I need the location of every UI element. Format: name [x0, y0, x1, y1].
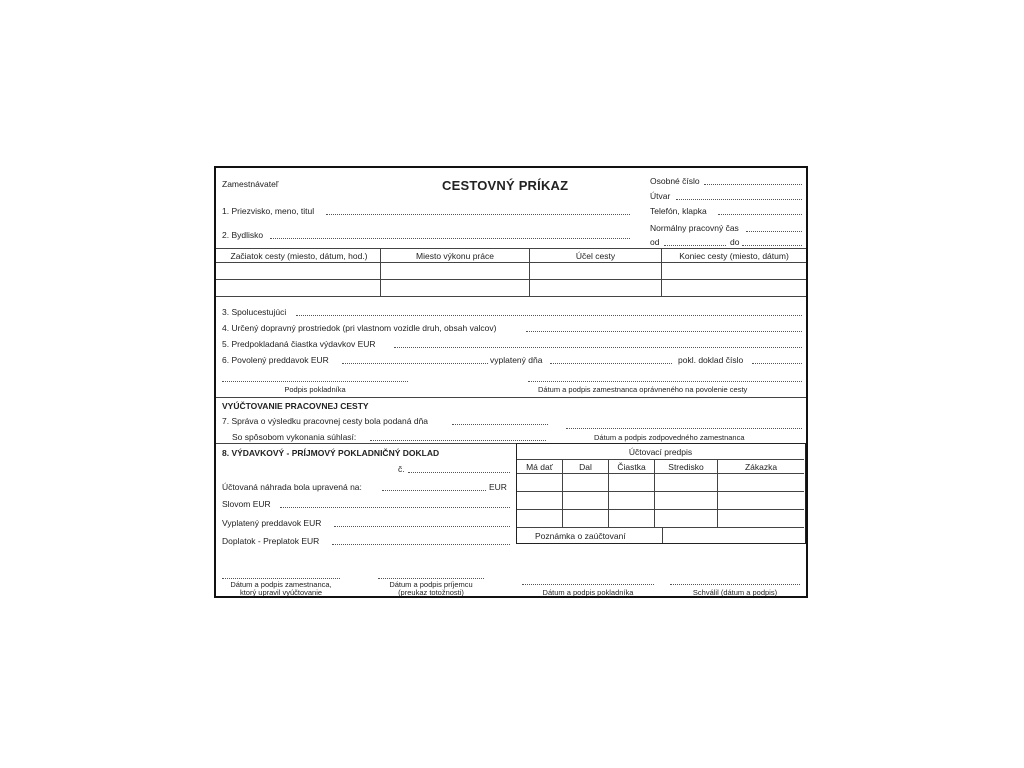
cashier-signature-line[interactable] — [222, 381, 408, 382]
responsible-signature-label: Dátum a podpis zodpovedného zamestnanca — [594, 433, 745, 442]
agree-label: So spôsobom vykonania súhlasí: — [232, 432, 357, 442]
footer-sig4-line[interactable] — [670, 584, 800, 585]
transport-label: 4. Určený dopravný prostriedok (pri vlastnom vozidle druh, obsah valcov) — [222, 323, 497, 333]
words-label: Slovom EUR — [222, 499, 271, 509]
name-label: 1. Priezvisko, meno, titul — [222, 206, 315, 216]
companions-field[interactable] — [296, 315, 802, 316]
to-field[interactable] — [742, 245, 802, 246]
address-field[interactable] — [270, 238, 630, 239]
footer-sig3-label: Dátum a podpis pokladníka — [542, 588, 634, 597]
transport-field[interactable] — [526, 331, 802, 332]
personal-no-field[interactable] — [704, 184, 802, 185]
cashier-signature-label: Podpis pokladníka — [284, 385, 346, 394]
divider — [216, 262, 806, 263]
paid-adv-label: Vyplatený preddavok EUR — [222, 518, 322, 528]
paid-adv-field[interactable] — [334, 526, 510, 527]
advance-label: 6. Povolený preddavok EUR — [222, 355, 329, 365]
settlement-heading: VYÚČTOVANIE PRACOVNEJ CESTY — [222, 401, 369, 411]
estimated-label: 5. Predpokladaná čiastka výdavkov EUR — [222, 339, 376, 349]
accounting-box — [516, 443, 806, 544]
divider — [216, 279, 806, 280]
address-label: 2. Bydlisko — [222, 230, 264, 240]
credit-header: Dal — [579, 462, 592, 472]
normal-time-label: Normálny pracovný čas — [650, 223, 739, 233]
advance-field[interactable] — [342, 363, 488, 364]
divider — [216, 296, 806, 297]
companions-label: 3. Spolucestujúci — [222, 307, 287, 317]
cash-doc-heading: 8. VÝDAVKOVÝ - PRÍJMOVÝ POKLADNIČNÝ DOKLAD — [222, 448, 440, 458]
divider — [662, 527, 663, 543]
doc-no-field[interactable] — [752, 363, 802, 364]
divider — [216, 248, 806, 249]
trip-start-header: Začiatok cesty (miesto, dátum, hod.) — [230, 251, 368, 261]
footer-sig2-label: Dátum a podpis príjemcu (preukaz totožnosti) — [389, 580, 473, 597]
surcharge-field[interactable] — [332, 544, 510, 545]
purpose-header: Účel cesty — [575, 251, 616, 261]
phone-field[interactable] — [718, 214, 802, 215]
cash-doc-no-field[interactable] — [408, 472, 510, 473]
footer-sig4-label: Schválil (dátum a podpis) — [692, 588, 778, 597]
surcharge-label: Doplatok - Preplatok EUR — [222, 536, 320, 546]
order-header: Zákazka — [744, 462, 778, 472]
auth-signature-line[interactable] — [528, 381, 802, 382]
unit-label: Útvar — [650, 191, 671, 201]
name-field[interactable] — [326, 214, 630, 215]
auth-signature-label: Dátum a podpis zamestnanca oprávneného na povolenie cesty — [538, 385, 748, 394]
debit-header: Má dať — [526, 462, 553, 472]
footer-sig3-line[interactable] — [522, 584, 654, 585]
footer-sig1-line[interactable] — [222, 578, 340, 579]
doc-no-label: pokl. doklad číslo — [678, 355, 744, 365]
accounting-note-label: Poznámka o zaúčtovaní — [535, 531, 626, 541]
unit-field[interactable] — [676, 199, 802, 200]
from-label: od — [650, 237, 660, 247]
divider — [517, 459, 804, 460]
reimb-label: Účtovaná náhrada bola upravená na: — [222, 482, 362, 492]
center-header: Stredisko — [668, 462, 704, 472]
words-field[interactable] — [280, 507, 510, 508]
agree-field[interactable] — [370, 440, 546, 441]
work-place-header: Miesto výkonu práce — [416, 251, 494, 261]
phone-label: Telefón, klapka — [650, 206, 707, 216]
report-label: 7. Správa o výsledku pracovnej cesty bola podaná dňa — [222, 416, 429, 426]
paid-day-field[interactable] — [550, 363, 672, 364]
estimated-field[interactable] — [394, 347, 802, 348]
footer-sig2-line[interactable] — [378, 578, 484, 579]
divider — [517, 473, 804, 474]
divider — [517, 491, 804, 492]
divider — [517, 509, 804, 510]
to-label: do — [730, 237, 740, 247]
reimb-field[interactable] — [382, 490, 486, 491]
responsible-signature-line[interactable] — [566, 428, 802, 429]
amount-header: Čiastka — [617, 462, 646, 472]
footer-sig1-label: Dátum a podpis zamestnanca, ktorý upravil vyúčtovanie — [230, 580, 332, 597]
reimb-eur-label: EUR — [489, 482, 507, 492]
paid-day-label: vyplatený dňa — [490, 355, 543, 365]
divider — [216, 443, 516, 444]
divider — [216, 397, 806, 398]
report-date-field[interactable] — [452, 424, 548, 425]
trip-end-header: Koniec cesty (miesto, dátum) — [679, 251, 789, 261]
travel-order-form — [214, 166, 808, 598]
personal-no-label: Osobné číslo — [650, 176, 700, 186]
cash-doc-no-label: č. — [398, 464, 405, 474]
divider — [517, 527, 804, 528]
from-field[interactable] — [664, 245, 726, 246]
normal-time-field[interactable] — [746, 231, 802, 232]
accounting-title: Účtovací predpis — [628, 447, 693, 457]
form-title: CESTOVNÝ PRÍKAZ — [442, 178, 569, 193]
employer-label: Zamestnávateľ — [222, 179, 279, 189]
